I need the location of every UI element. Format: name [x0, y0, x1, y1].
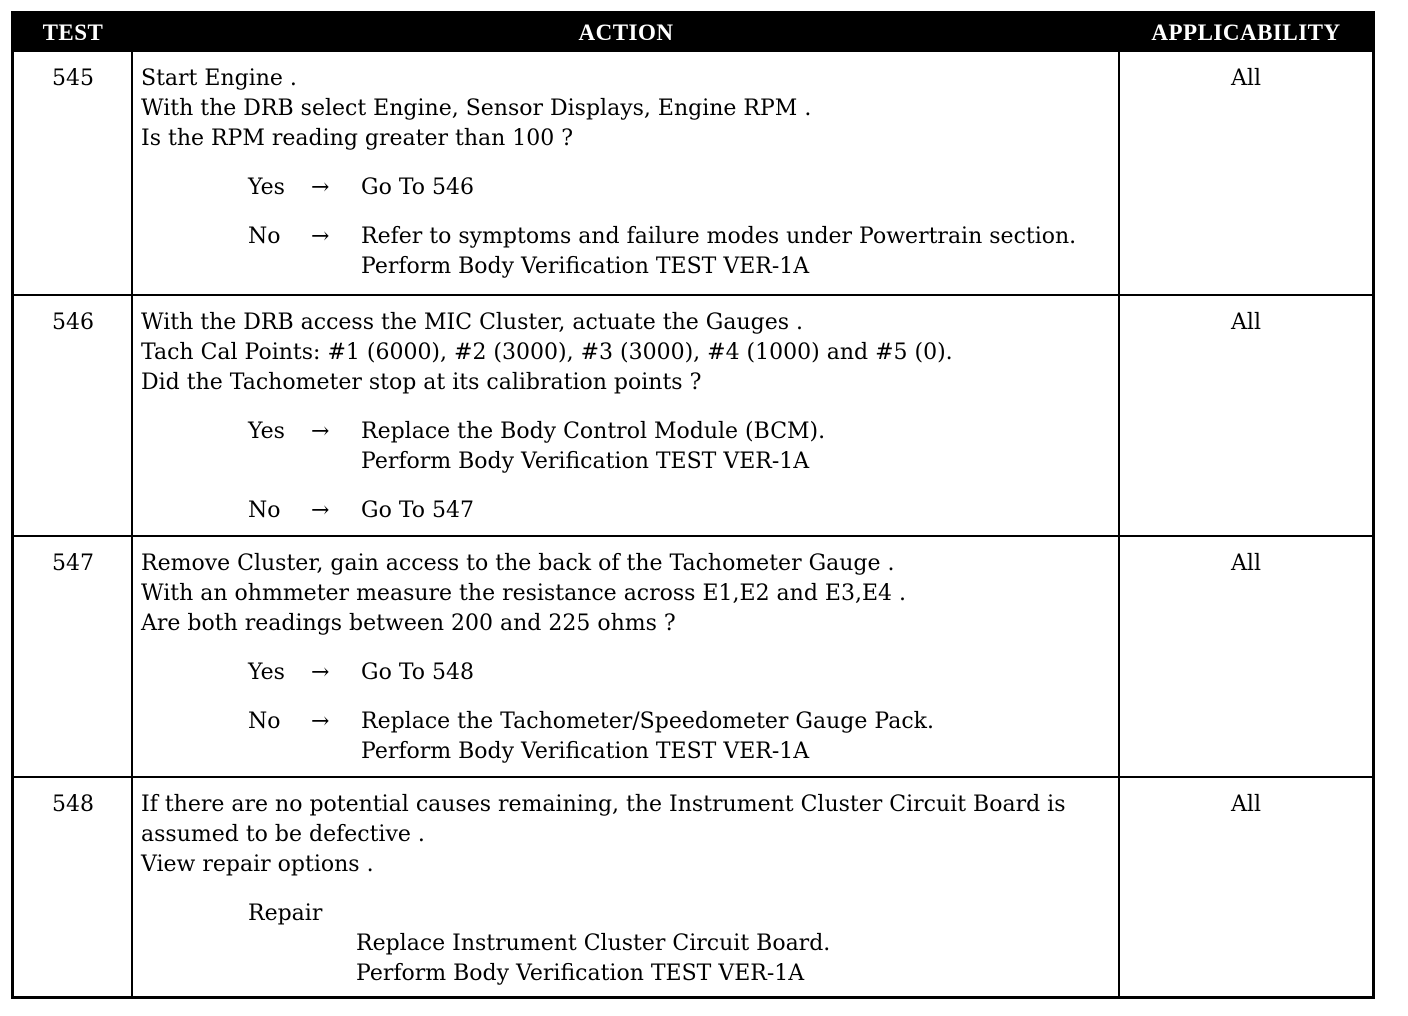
yes-result: Replace the Body Control Module (BCM).	[361, 419, 826, 444]
applicability-value: All	[1231, 310, 1261, 335]
action-line: Did the Tachometer stop at its calibration points ?	[141, 370, 702, 395]
yes-option	[141, 658, 1121, 688]
test-procedure-table	[11, 11, 1375, 999]
arrow-right-icon: →	[311, 709, 330, 734]
no-label: No	[248, 709, 281, 734]
header-action: ACTION	[578, 20, 674, 45]
action-line: View repair options .	[141, 852, 374, 877]
no-result-continued: Perform Body Verification TEST VER-1A	[361, 739, 810, 764]
no-result: Refer to symptoms and failure modes under Powertrain section.	[361, 224, 1077, 249]
yes-label: Yes	[248, 419, 285, 444]
table-row-548	[14, 778, 1372, 996]
applicability-value: All	[1231, 551, 1261, 576]
table-row-547	[14, 537, 1372, 776]
test-number: 546	[52, 310, 94, 335]
header-test: TEST	[42, 20, 104, 45]
yes-label: Yes	[248, 175, 285, 200]
test-number: 545	[52, 66, 94, 91]
no-option	[141, 222, 1121, 252]
action-line: With the DRB select Engine, Sensor Displays, Engine RPM .	[141, 96, 812, 121]
no-label: No	[248, 224, 281, 249]
yes-result: Go To 548	[361, 660, 475, 685]
table-row-545	[14, 52, 1372, 294]
no-result-continued: Perform Body Verification TEST VER-1A	[361, 254, 810, 279]
no-label: No	[248, 498, 281, 523]
yes-result: Go To 546	[361, 175, 475, 200]
action-cell	[141, 790, 1121, 989]
arrow-right-icon: →	[311, 498, 330, 523]
table-row-546	[14, 296, 1372, 535]
action-line: Remove Cluster, gain access to the back of the Tachometer Gauge .	[141, 551, 895, 576]
test-number: 548	[52, 792, 94, 817]
yes-option	[141, 417, 1121, 447]
action-line: Start Engine .	[141, 66, 297, 91]
action-line: Tach Cal Points: #1 (6000), #2 (3000), #3 (3000), #4 (1000) and #5 (0).	[141, 340, 953, 365]
applicability-value: All	[1231, 792, 1261, 817]
arrow-right-icon: →	[311, 175, 330, 200]
yes-option	[141, 173, 1121, 203]
action-cell	[141, 308, 1121, 526]
no-option	[141, 707, 1121, 737]
applicability-value: All	[1231, 66, 1261, 91]
action-line: Is the RPM reading greater than 100 ?	[141, 126, 574, 151]
action-line: With the DRB access the MIC Cluster, actuate the Gauges .	[141, 310, 804, 335]
no-result: Replace the Tachometer/Speedometer Gauge Pack.	[361, 709, 934, 734]
table-header	[14, 14, 1372, 52]
action-line: If there are no potential causes remaining, the Instrument Cluster Circuit Board is	[141, 792, 1066, 817]
action-line: assumed to be defective .	[141, 822, 425, 847]
repair-label: Repair	[248, 901, 323, 926]
no-option	[141, 496, 1121, 526]
action-line: Are both readings between 200 and 225 ohms ?	[141, 611, 676, 636]
arrow-right-icon: →	[311, 224, 330, 249]
yes-result-continued: Perform Body Verification TEST VER-1A	[361, 449, 810, 474]
action-line: With an ohmmeter measure the resistance across E1,E2 and E3,E4 .	[141, 581, 907, 606]
repair-line: Replace Instrument Cluster Circuit Board.	[356, 931, 831, 956]
test-number: 547	[52, 551, 94, 576]
no-result: Go To 547	[361, 498, 475, 523]
repair-line: Perform Body Verification TEST VER-1A	[356, 961, 805, 986]
action-cell	[141, 64, 1121, 282]
header-applicability: APPLICABILITY	[1151, 20, 1341, 45]
arrow-right-icon: →	[311, 419, 330, 444]
action-cell	[141, 549, 1121, 767]
yes-label: Yes	[248, 660, 285, 685]
arrow-right-icon: →	[311, 660, 330, 685]
